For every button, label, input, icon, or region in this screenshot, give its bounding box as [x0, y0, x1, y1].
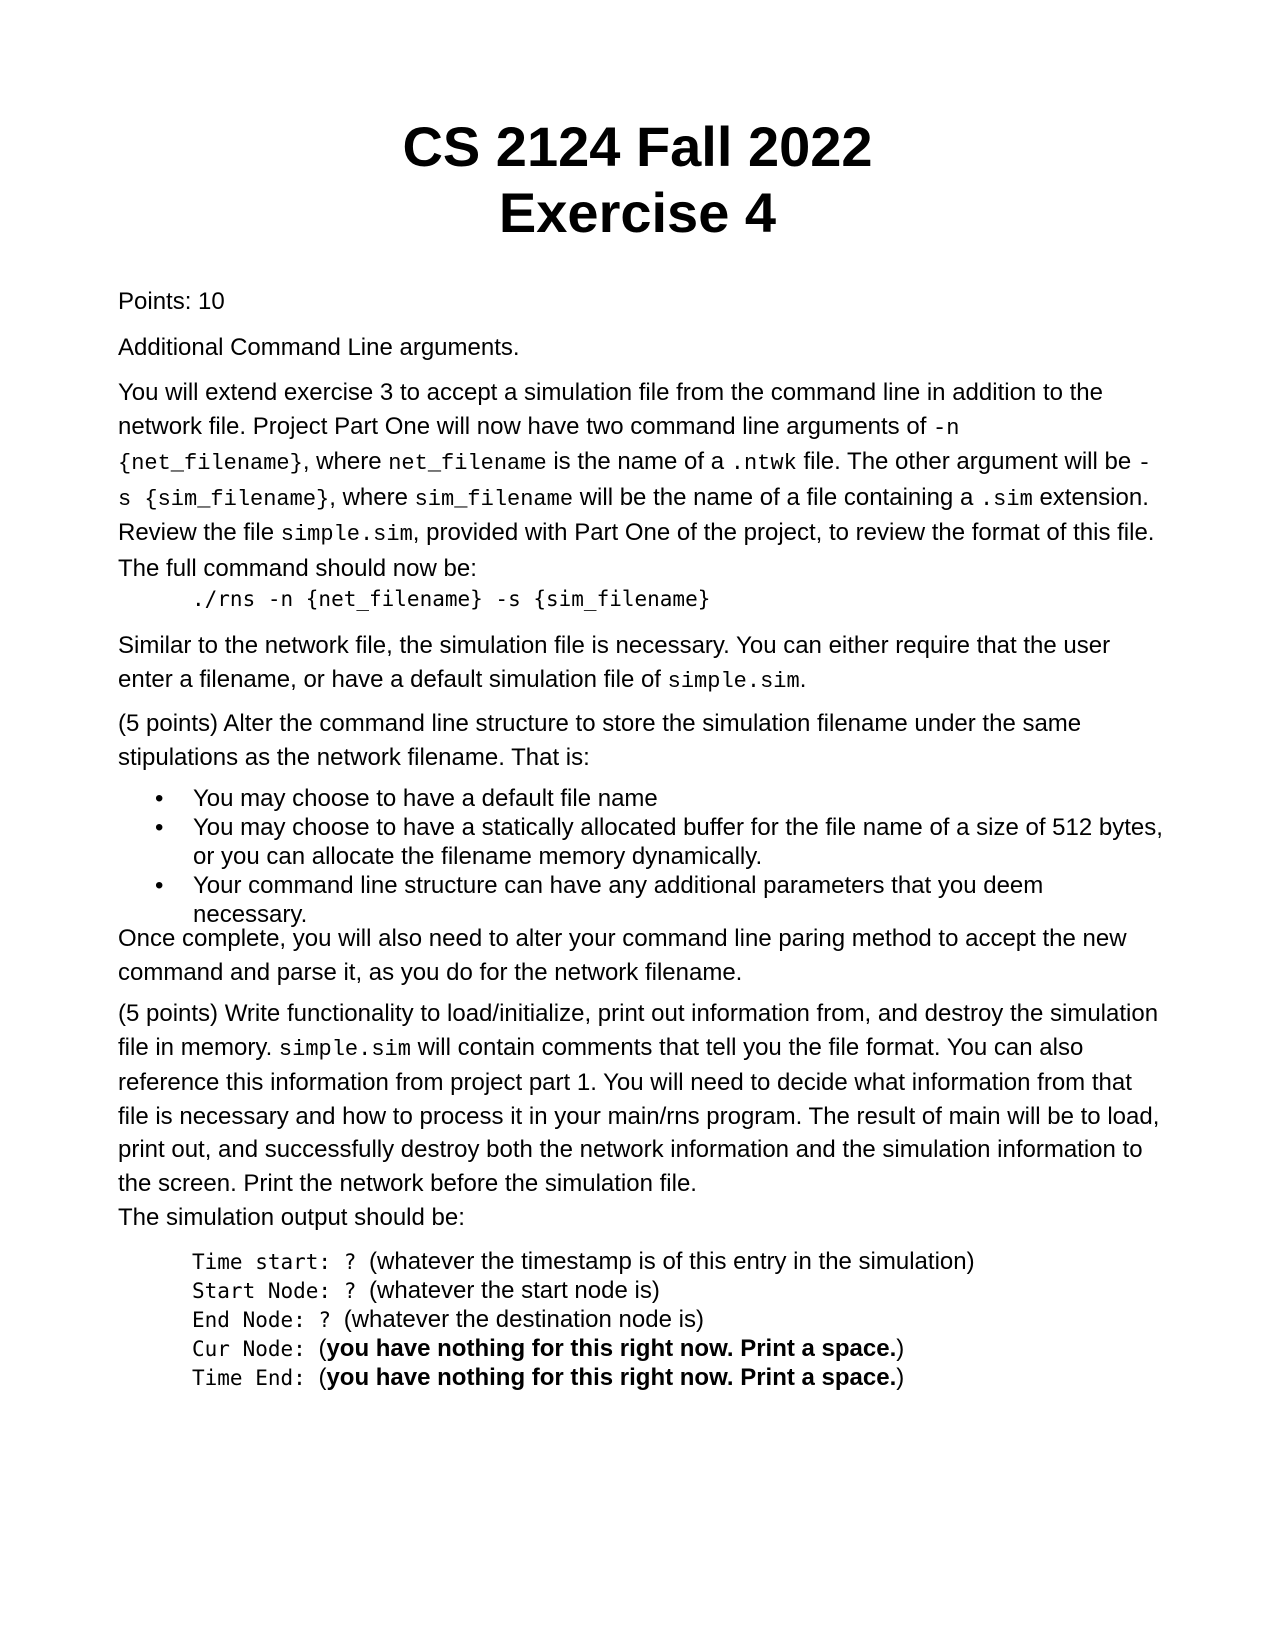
- intro-paragraph: You will extend exercise 3 to accept a simulation file from the command line in addition to the network file. Project Part One will now have two command line arguments of -n {net_filename}, where net_filename is the name of a .ntwk file. The other argument will be -s {sim_filename}, where sim_filename will be the name of a file containing a .sim extension. Review the file simple.sim, provided with Part One of the project, to review the format of this file. The full command should now be:: [118, 379, 1155, 582]
- part2-paragraph: (5 points) Write functionality to load/initialize, print out information from, and destroy the simulation file in memory. simple.sim will contain comments that tell you the file format. You can also reference this information from project part 1. You will need to decide what information from that file is necessary and how to process it in your main/rns program. The result of main will be to load, print out, and successfully destroy both the network information and the simulation information to the screen. Print the network before the simulation file.: [118, 1000, 1160, 1197]
- output-line-time-start: Time start: ? (whatever the timestamp is of this entry in the simulation): [192, 1248, 975, 1275]
- section-subtitle: Additional Command Line arguments.: [118, 334, 520, 361]
- list-item: • Your command line structure can have any additional parameters that you deem necessary.: [155, 872, 1044, 928]
- command-example: ./rns -n {net_filename} -s {sim_filename}: [192, 587, 711, 611]
- once-complete-paragraph: Once complete, you will also need to alter your command line paring method to accept the new command and parse it, as you do for the network filename.: [118, 925, 1127, 986]
- output-line-end-node: End Node: ? (whatever the destination node is): [192, 1306, 704, 1333]
- code-net-filename: net_filename: [388, 451, 547, 476]
- output-line-cur-node: Cur Node: (you have nothing for this right now. Print a space.): [192, 1335, 905, 1362]
- bullet-icon: •: [155, 872, 164, 899]
- points-line: Points: 10: [118, 288, 225, 315]
- document-title-line-2: Exercise 4: [498, 181, 777, 244]
- similar-paragraph: Similar to the network file, the simulation file is necessary. You can either require that the user enter a filename, or have a default simulation file of simple.sim.: [118, 632, 1111, 694]
- bullet-icon: •: [155, 814, 164, 841]
- code-s-arg: -s {sim_filename}: [118, 451, 1152, 512]
- output-line-time-end: Time End: (you have nothing for this right now. Print a space.): [192, 1364, 905, 1391]
- document-title-line-1: CS 2124 Fall 2022: [402, 115, 873, 178]
- code-sim-ext: .sim: [979, 486, 1033, 512]
- code-simple-sim: simple.sim: [667, 668, 800, 694]
- part1-paragraph: (5 points) Alter the command line structure to store the simulation filename under the same stipulations as the network filename. That is:: [118, 710, 1082, 771]
- bullet-icon: •: [155, 785, 164, 812]
- code-n-arg: -n {net_filename}: [118, 415, 960, 476]
- code-ntwk-ext: .ntwk: [730, 451, 797, 476]
- output-intro: The simulation output should be:: [118, 1204, 465, 1231]
- code-simple-sim: simple.sim: [280, 522, 413, 547]
- code-simple-sim: simple.sim: [278, 1036, 411, 1062]
- stipulations-list: [118, 784, 1163, 929]
- code-sim-filename: sim_filename: [414, 486, 574, 512]
- list-item: • You may choose to have a statically allocated buffer for the file name of a size of 512 bytes, or you can allocate the filename memory dynamically.: [155, 814, 1163, 870]
- list-item: • You may choose to have a default file name: [155, 785, 658, 812]
- output-line-start-node: Start Node: ? (whatever the start node is): [192, 1277, 660, 1304]
